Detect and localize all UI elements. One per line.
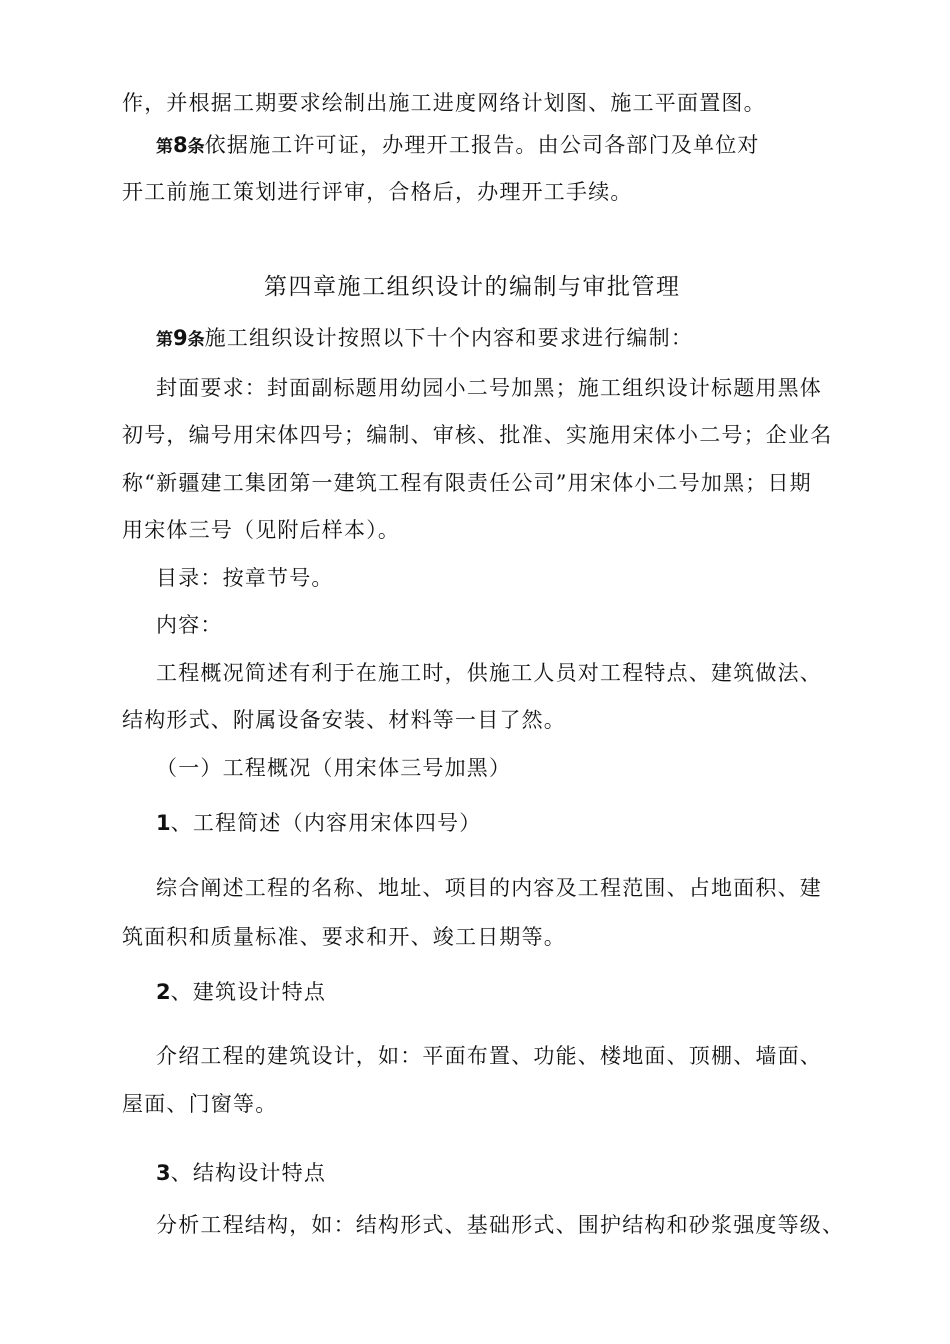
text-line: 作，并根据工期要求绘制出施工进度网络计划图、施工平面置图。 [122,91,766,115]
subsection-heading [156,808,481,838]
subsection-heading [156,1158,326,1188]
article-number: 9 [173,326,188,350]
text-line: 工程概况简述有利于在施工时，供施工人员对工程特点、建筑做法、 [156,661,822,685]
text-line: 结构形式、附属设备安装、材料等一目了然。 [122,708,566,732]
subsection-number: 2 [156,980,171,1004]
text-line: 目录：按章节号。 [156,566,334,590]
subsection-title: 、工程简述（内容用宋体四号） [170,811,482,835]
section-heading: （一）工程概况（用宋体三号加黑） [156,756,512,780]
subsection-title: 、建筑设计特点 [170,980,327,1004]
chapter-heading: 第四章施工组织设计的编制与审批管理 [264,274,681,300]
text-line: 筑面积和质量标准、要求和开、竣工日期等。 [122,925,566,949]
subsection-title: 、结构设计特点 [170,1161,327,1185]
text-line: 综合阐述工程的名称、地址、项目的内容及工程范围、占地面积、建 [156,876,822,900]
text-line: 初号，编号用宋体四号；编制、审核、批准、实施用宋体小二号；企业名 [122,423,833,447]
article-text: 依据施工许可证，办理开工报告。由公司各部门及单位对 [204,133,760,157]
article-suffix: 条 [187,137,205,157]
subsection-heading [156,977,326,1007]
article-text: 施工组织设计按照以下十个内容和要求进行编制： [204,326,694,350]
text-line: 封面要求：封面副标题用幼园小二号加黑；施工组织设计标题用黑体 [156,376,822,400]
article-number: 8 [173,133,188,157]
text-line: 介绍工程的建筑设计，如：平面布置、功能、楼地面、顶棚、墙面、 [156,1044,822,1068]
article-prefix: 第 [156,137,173,157]
text-line: 称“新疆建工集团第一建筑工程有限责任公司”用宋体小二号加黑；日期 [122,471,812,495]
subsection-number: 3 [156,1161,171,1185]
subsection-number: 1 [156,811,171,835]
text-line: 用宋体三号（见附后样本）。 [122,518,401,542]
article-prefix: 第 [156,330,173,350]
article-8-line [156,130,760,162]
article-9-line [156,323,693,355]
text-line: 屋面、门窗等。 [122,1092,278,1116]
article-suffix: 条 [187,330,205,350]
text-line: 开工前施工策划进行评审，合格后，办理开工手续。 [122,180,633,204]
text-line: 分析工程结构，如：结构形式、基础形式、围护结构和砂浆强度等级、 [156,1213,845,1237]
text-line: 内容： [156,613,223,637]
